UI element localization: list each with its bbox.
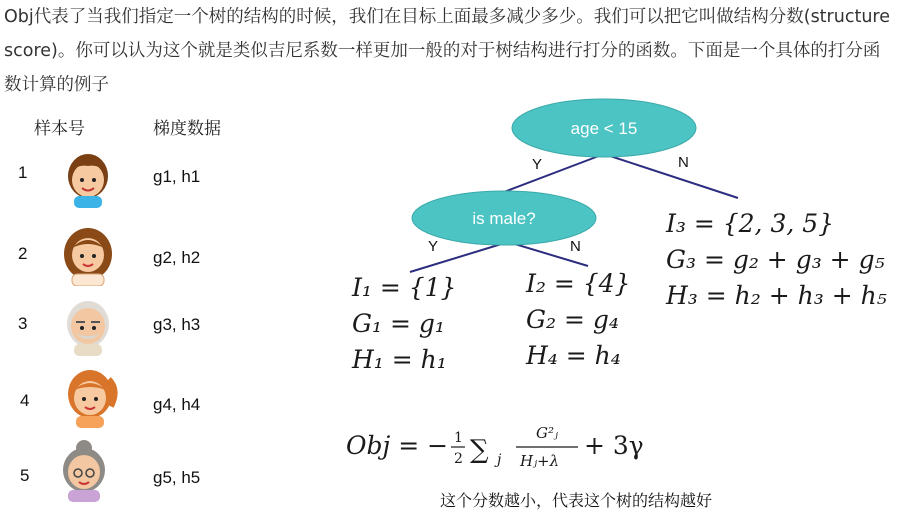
girl-avatar-icon [58,220,118,286]
leaf1-instances: I₁ = {1} [352,273,457,302]
edge-root-no [604,154,738,198]
sample-id-5: 5 [20,466,30,485]
leaf1-hessian: H₁ = h₁ [352,345,447,374]
formula-half-num: 1 [454,430,463,446]
caption: 这个分数越小，代表这个树的结构越好 [440,491,713,510]
root-node-label: age < 15 [570,119,638,138]
sample-id-1: 1 [18,163,28,182]
sample-id-4: 4 [20,391,30,410]
formula-frac-num: G²ⱼ [536,424,558,442]
edge-root-yes [504,154,604,192]
sample-id-header: 样本号 [34,119,85,139]
leaf2-gradient: G₂ = g₄ [526,305,619,334]
leaf1-gradient: G₁ = g₁ [352,309,445,338]
root-no-label: N [678,154,689,171]
gradient-header: 梯度数据 [153,119,221,139]
boy-avatar-icon [58,142,118,208]
formula-tail: + 3γ [584,431,644,460]
sample-id-2: 2 [18,244,28,263]
child-no-label: N [570,238,581,255]
gradient-3: g3, h3 [153,315,201,334]
edge-child-yes [410,242,508,272]
formula-lhs: Obj = − [346,431,449,460]
leaf3-gradient: G₃ = g₂ + g₃ + g₅ [666,245,885,274]
intro-paragraph: Obj代表了当我们指定一个树的结构的时候，我们在目标上面最多减少多少。我们可以把它叫做结构分数(structure score)。你可以认为这个就是类似吉尼系数一样更加一般的对于树结构进行打分的函数。下面是一个具体的打分函数计算的例子 [4,7,890,95]
gradient-1: g1, h1 [153,167,201,186]
root-yes-label: Y [532,156,543,173]
gradient-4: g4, h4 [153,395,201,414]
grandma-avatar-icon [54,436,114,502]
formula-half-den: 2 [454,451,463,467]
formula-sum-sub: j [497,452,502,468]
leaf2-hessian: H₄ = h₄ [526,341,621,370]
gradient-2: g2, h2 [153,248,201,267]
grandpa-avatar-icon [58,290,118,356]
formula-frac-den: Hⱼ+λ [520,452,560,470]
sample-id-3: 3 [18,314,28,333]
formula-sum: ∑ [470,435,489,465]
gradient-5: g5, h5 [153,468,201,487]
leaf2-instances: I₂ = {4} [526,269,631,298]
decision-tree [330,96,890,386]
child-node-label: is male? [472,209,536,228]
leaf3-instances: I₃ = {2, 3, 5} [666,209,835,238]
leaf3-hessian: H₃ = h₂ + h₃ + h₅ [666,281,887,310]
objective-formula [340,410,660,480]
child-yes-label: Y [428,238,439,255]
woman-avatar-icon [60,362,120,428]
